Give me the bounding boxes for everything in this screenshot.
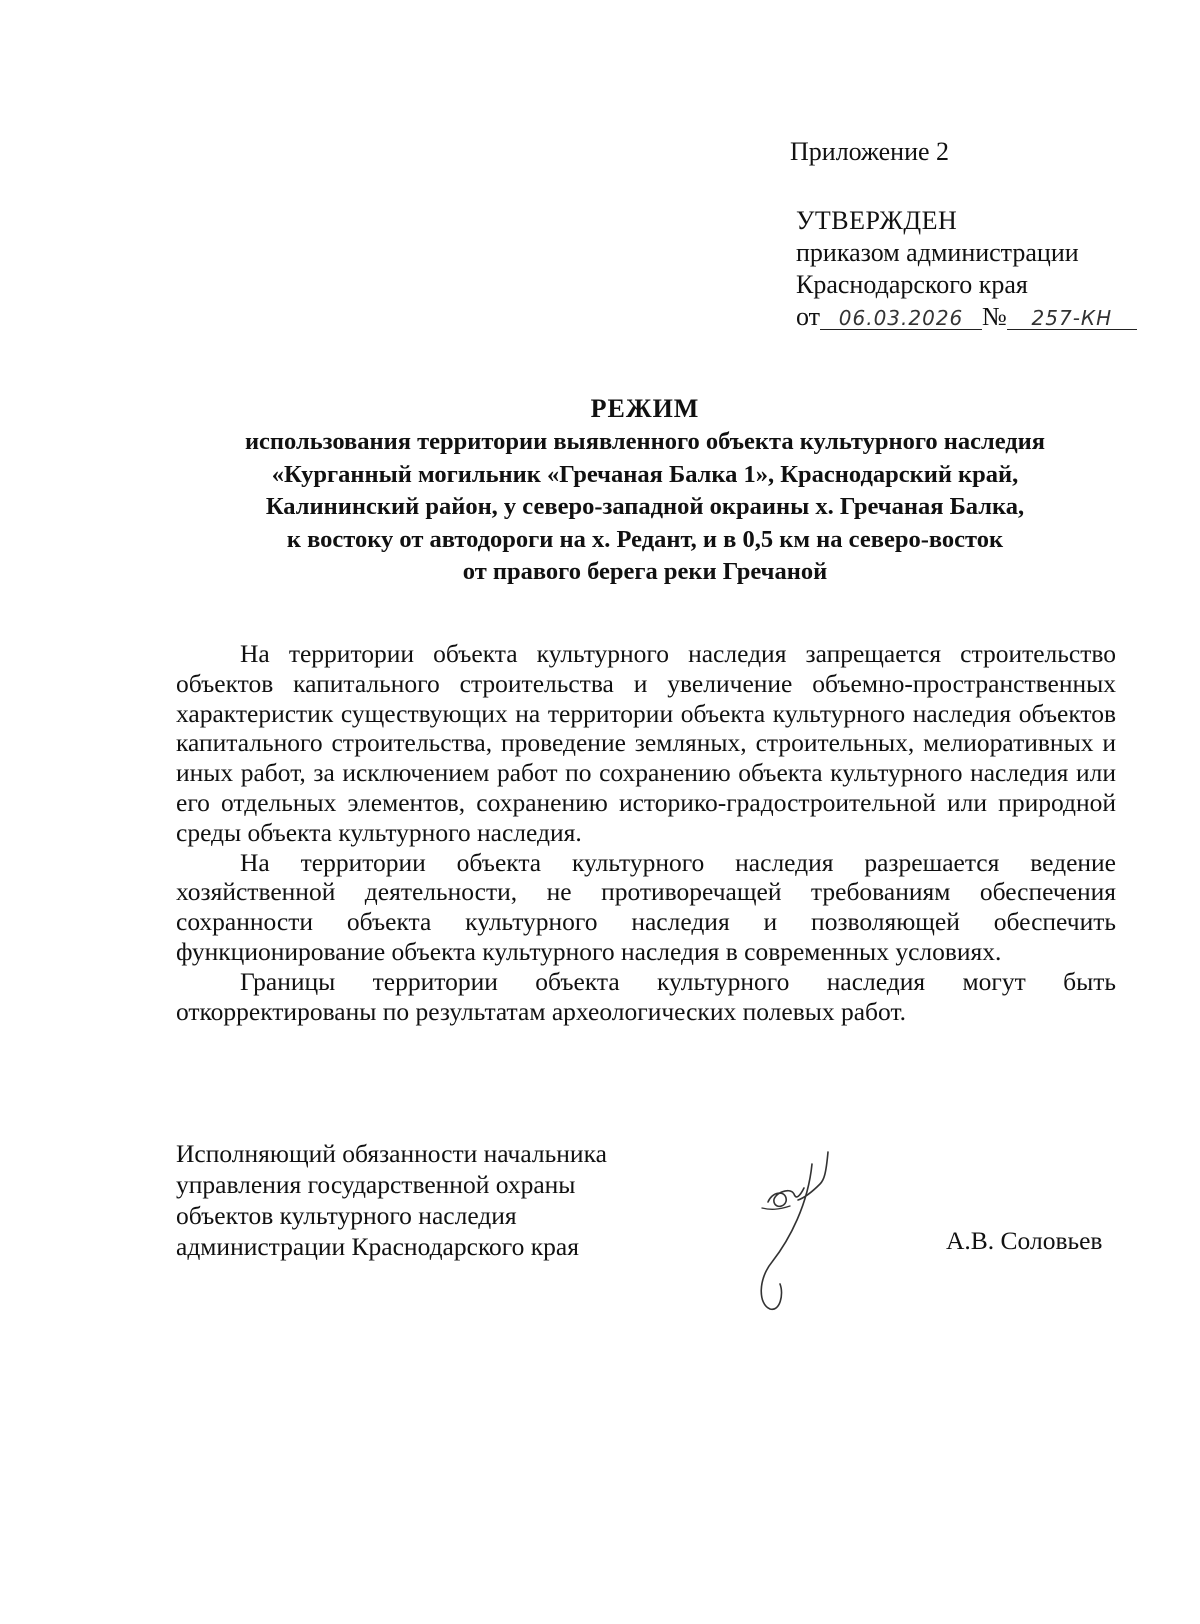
handwritten-signature bbox=[750, 1144, 860, 1314]
signatory-position bbox=[176, 1138, 607, 1262]
appendix-label: Приложение 2 bbox=[790, 137, 950, 166]
handwritten-date: 06.03.2026 bbox=[820, 307, 982, 330]
number-prefix: № bbox=[982, 302, 1007, 331]
position-line: Исполняющий обязанности начальника bbox=[176, 1139, 607, 1168]
position-line: управления государственной охраны bbox=[176, 1170, 576, 1199]
document-body bbox=[176, 639, 1116, 1026]
subtitle-line: Калининский район, у северо-западной окраины х. Гречаная Балка, bbox=[265, 493, 1025, 520]
document-subtitle bbox=[195, 426, 1095, 589]
body-paragraph: На территории объекта культурного наследия запрещается строительство объектов капитального строительства и увеличение объемно-пространственных характеристик существующих на территории объекта культурного наследия объектов капитального строительства, проведение земляных, строительных, мелиоративных и иных работ, за исключением работ по сохранению объекта культурного наследия или его отдельных элементов, сохранению историко-градостроительной или природной среды объекта культурного наследия. bbox=[176, 639, 1116, 847]
date-prefix: от bbox=[796, 302, 821, 331]
approval-line-1: приказом администрации bbox=[796, 238, 1079, 267]
subtitle-line: «Курганный могильник «Гречаная Балка 1», Краснодарский край, bbox=[271, 460, 1019, 488]
position-line: объектов культурного наследия bbox=[176, 1201, 517, 1230]
approval-stamp: УТВЕРЖДЕН bbox=[796, 206, 958, 235]
document-title-block bbox=[0, 392, 1200, 589]
approval-date-line bbox=[796, 301, 1176, 333]
body-paragraph: Границы территории объекта культурного наследия могут быть откорректированы по результатам археологических полевых работ. bbox=[176, 966, 1116, 1026]
signer-name: А.В. Соловьев bbox=[946, 1226, 1103, 1255]
approval-line-2: Краснодарского края bbox=[796, 270, 1028, 299]
body-paragraph: На территории объекта культурного наследия разрешается ведение хозяйственной деятельности, не противоречащей требованиям обеспечения сохранности объекта культурного наследия и позволяющей обеспечить функционирование объекта культурного наследия в современных условиях. bbox=[176, 847, 1116, 966]
approval-block bbox=[796, 205, 1176, 333]
subtitle-line: от правого берега реки Гречаной bbox=[462, 558, 828, 585]
document-title: РЕЖИМ bbox=[590, 394, 700, 423]
subtitle-line: использования территории выявленного объекта культурного наследия bbox=[244, 428, 1046, 455]
position-line: администрации Краснодарского края bbox=[176, 1232, 579, 1261]
handwritten-number: 257-КН bbox=[1007, 307, 1137, 330]
subtitle-line: к востоку от автодороги на х. Редант, и в 0,5 км на северо-восток bbox=[286, 525, 1004, 553]
